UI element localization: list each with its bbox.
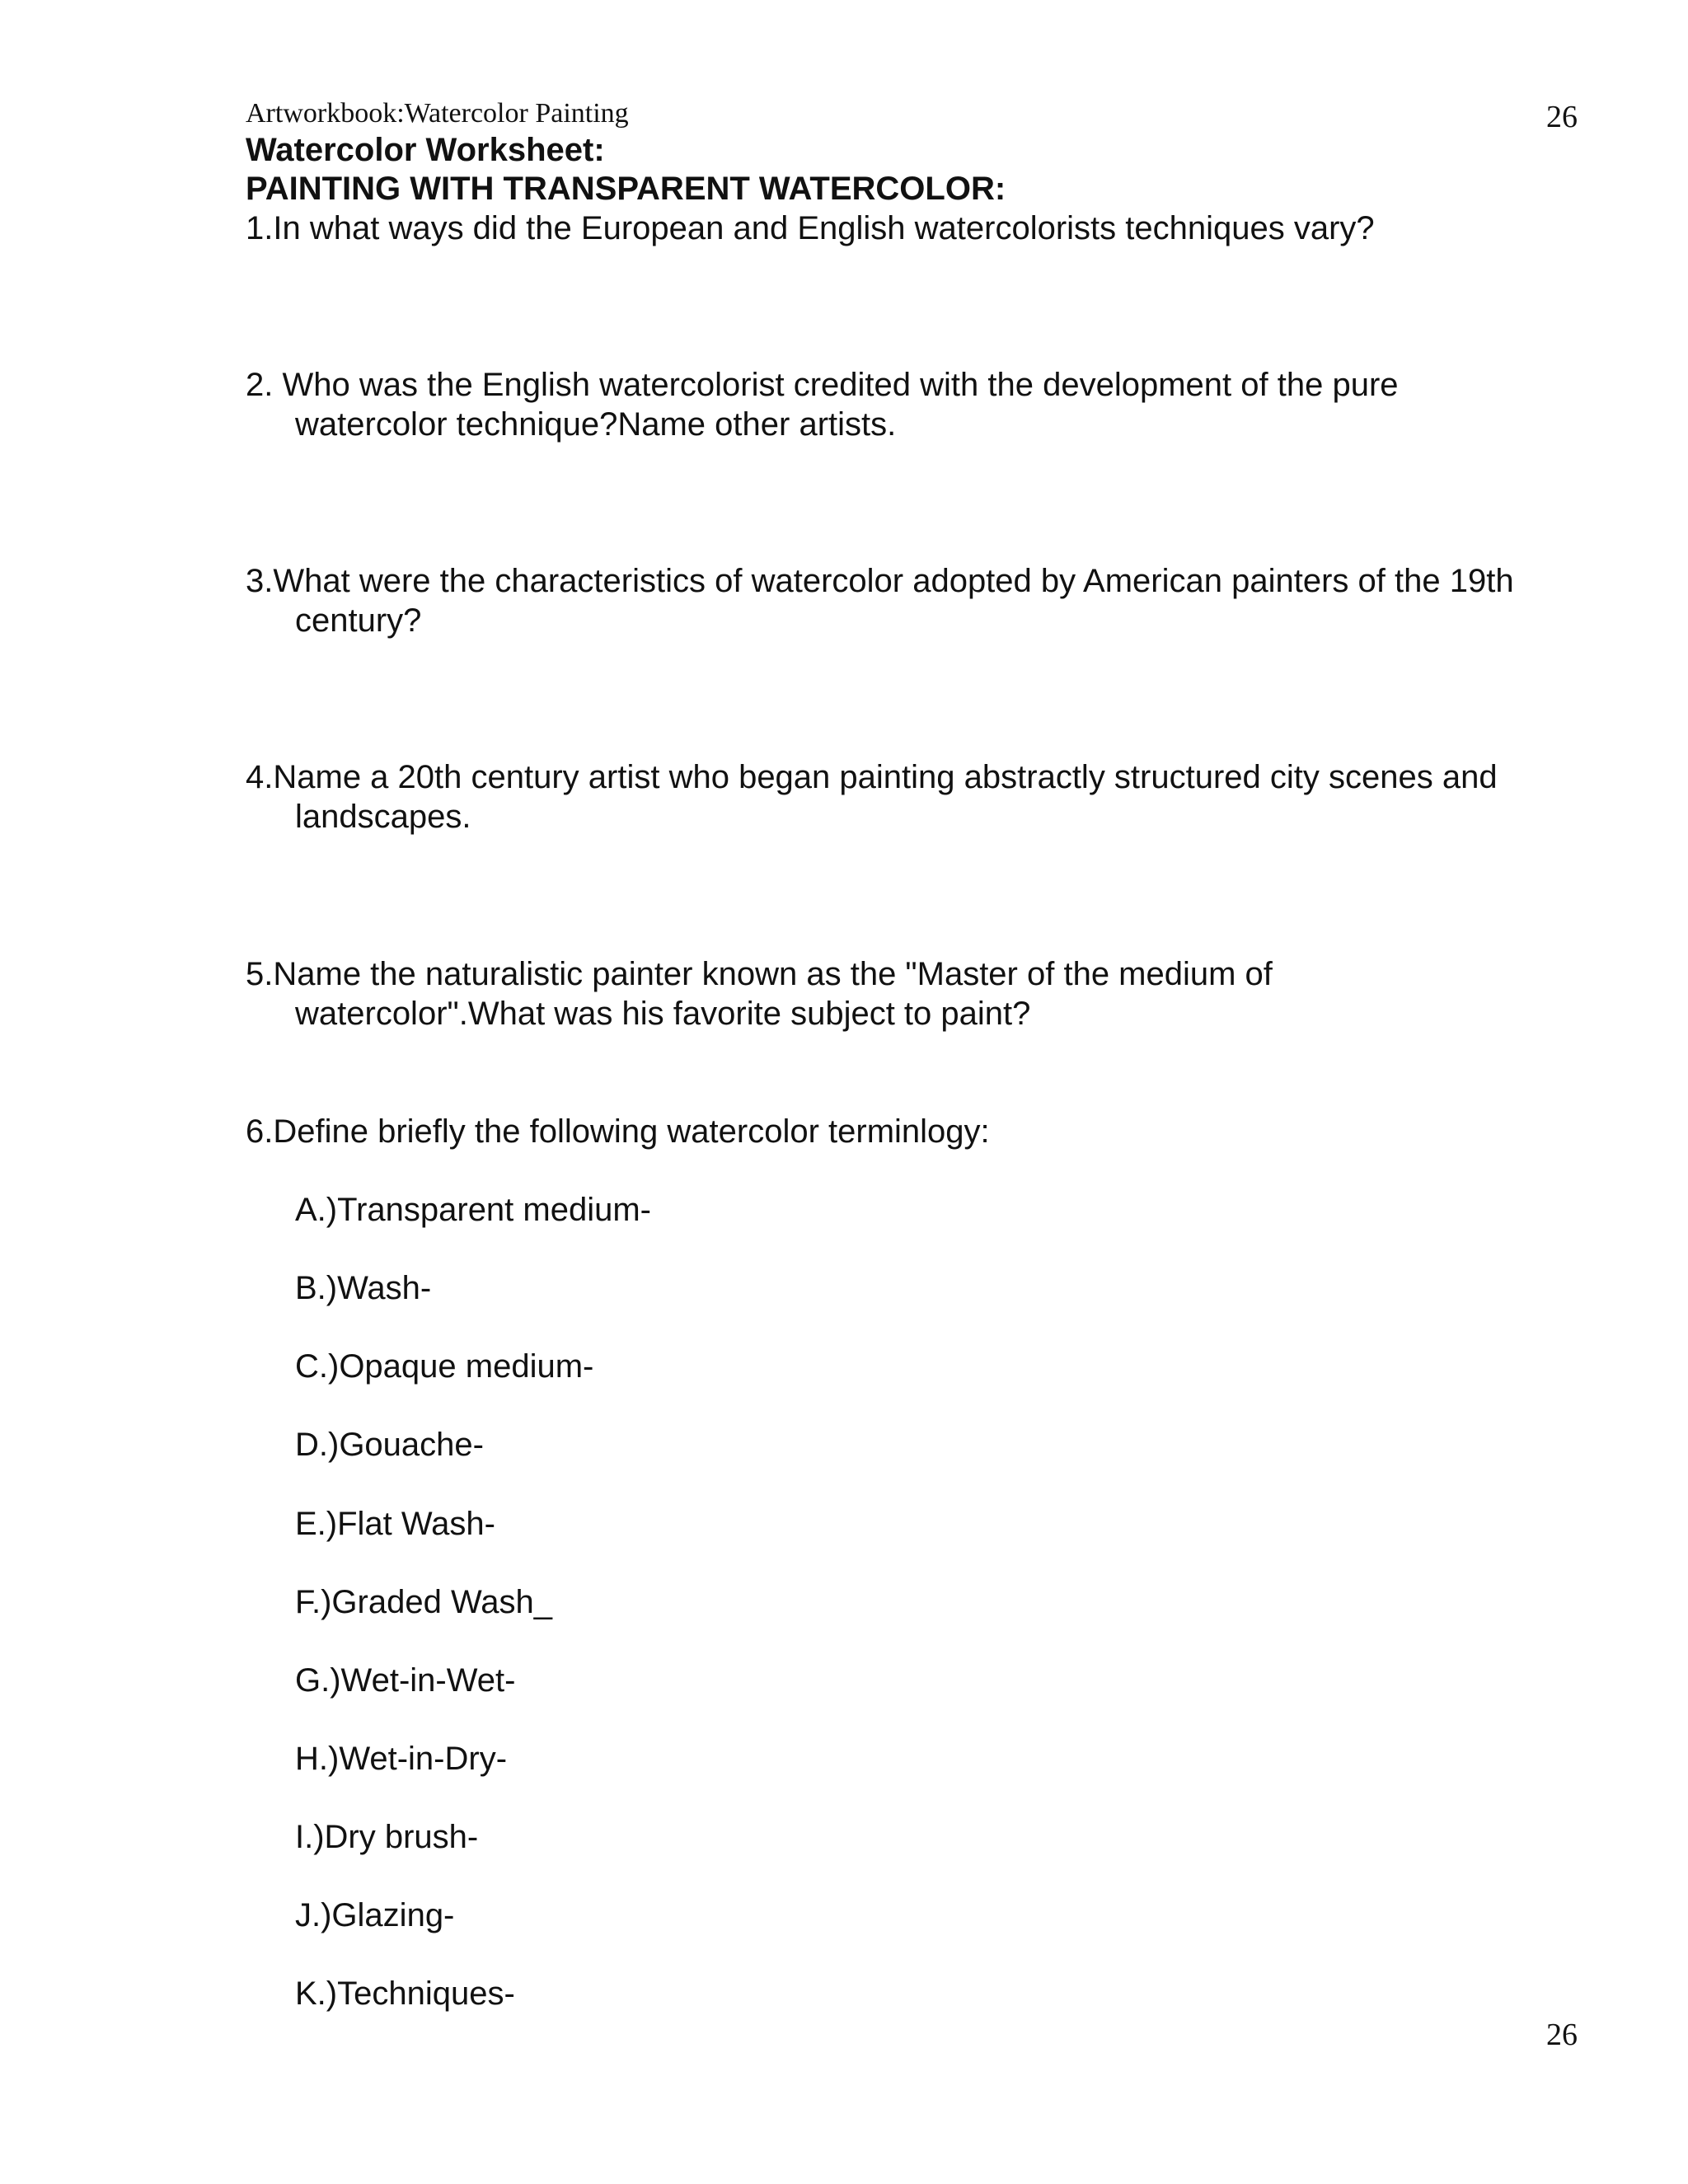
page-number-bottom: 26 xyxy=(1546,2018,1578,2052)
question-4-text-cont: landscapes. xyxy=(295,799,471,835)
term-gouache: D.)Gouache- xyxy=(295,1427,484,1463)
question-1 xyxy=(246,209,1531,248)
question-5-text-cont: watercolor".What was his favorite subject to paint? xyxy=(295,996,1031,1032)
term-transparent-medium: A.)Transparent medium- xyxy=(295,1192,651,1228)
term-wet-in-wet: G.)Wet-in-Wet- xyxy=(295,1662,516,1699)
question-5-text: 5.Name the naturalistic painter known as the "Master of the medium of xyxy=(246,956,1273,992)
term-glazing: J.)Glazing- xyxy=(295,1897,455,1933)
worksheet-subtitle: PAINTING WITH TRANSPARENT WATERCOLOR: xyxy=(246,171,1006,207)
term-techniques: K.)Techniques- xyxy=(295,1975,515,2012)
term-wash: B.)Wash- xyxy=(295,1270,432,1306)
term-graded-wash: F.)Graded Wash_ xyxy=(295,1584,552,1620)
term-dry-brush: I.)Dry brush- xyxy=(295,1819,479,1855)
question-6 xyxy=(246,1112,1531,1151)
question-3-text: 3.What were the characteristics of watercolor adopted by American painters of the 19th xyxy=(246,563,1514,599)
question-3 xyxy=(246,561,1531,640)
question-2-text-cont: watercolor technique?Name other artists. xyxy=(295,406,897,443)
term-opaque-medium: C.)Opaque medium- xyxy=(295,1348,594,1385)
question-2 xyxy=(246,365,1531,444)
question-2-text: 2. Who was the English watercolorist credited with the development of the pure xyxy=(246,367,1399,403)
term-flat-wash: E.)Flat Wash- xyxy=(295,1506,495,1542)
question-1-text: 1.In what ways did the European and English watercolorists techniques vary? xyxy=(246,210,1375,246)
term-wet-in-dry: H.)Wet-in-Dry- xyxy=(295,1741,508,1777)
question-4-text: 4.Name a 20th century artist who began painting abstractly structured city scenes and xyxy=(246,759,1498,795)
page-number-top: 26 xyxy=(1546,100,1578,134)
question-6-text: 6.Define briefly the following watercolor terminlogy: xyxy=(246,1113,990,1150)
question-4 xyxy=(246,757,1531,837)
question-3-text-cont: century? xyxy=(295,602,422,639)
worksheet-title: Watercolor Worksheet: xyxy=(246,132,605,168)
question-5 xyxy=(246,954,1531,1033)
running-header: Artworkbook:Watercolor Painting xyxy=(246,98,629,129)
